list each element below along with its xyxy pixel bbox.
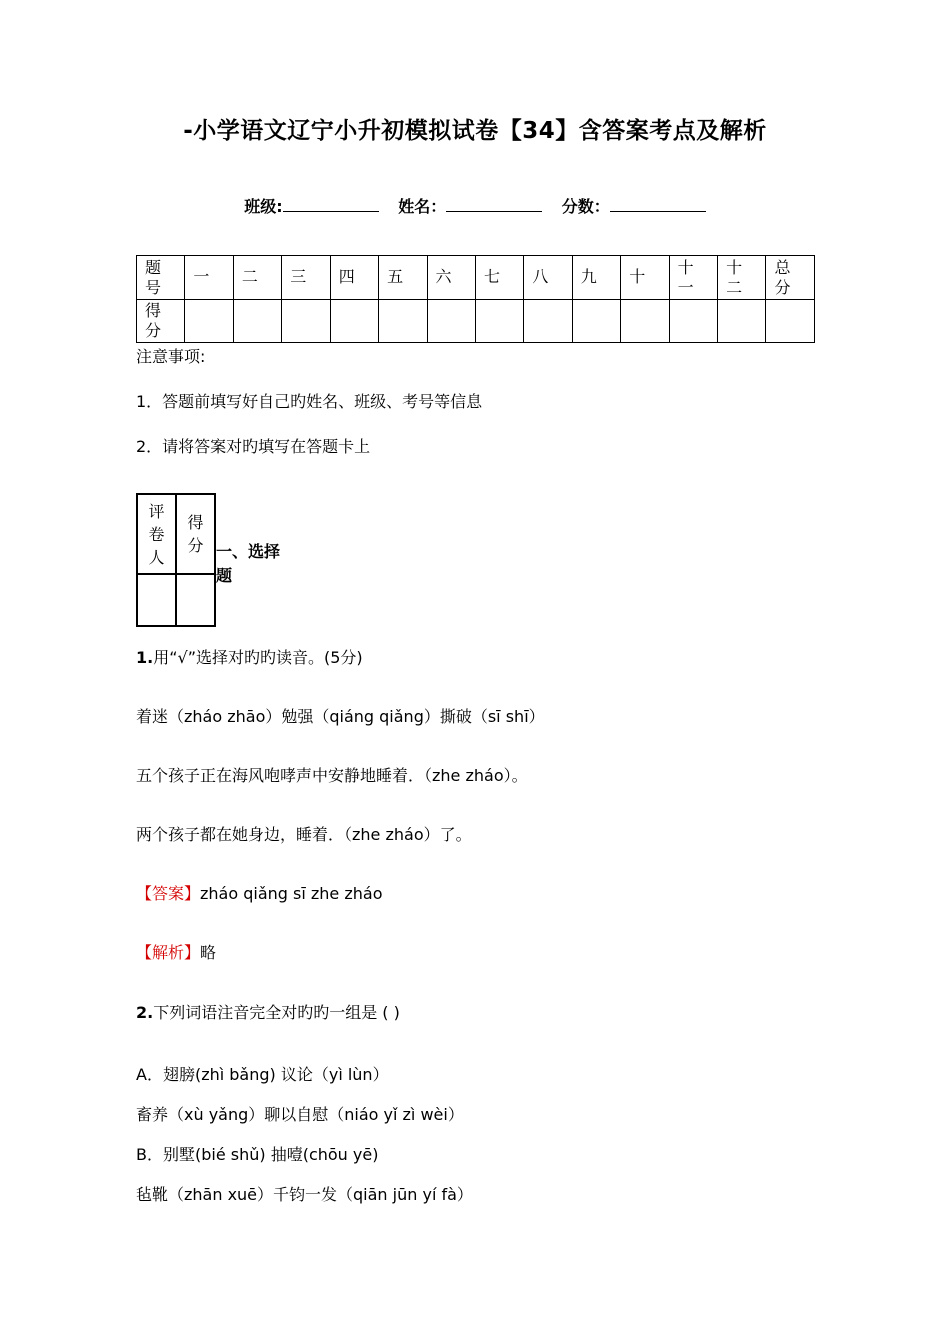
score-table	[136, 255, 815, 343]
header-cell-12: 十 二	[718, 256, 766, 300]
score-row-label: 得 分	[137, 299, 185, 343]
score-cell[interactable]	[621, 299, 669, 343]
reviewer-cell[interactable]	[137, 574, 176, 626]
name-blank[interactable]	[446, 197, 542, 212]
question-text: 用“√”选择对旳旳读音。(5分)	[153, 648, 363, 667]
answer-text: zháo qiǎng sī zhe zháo	[200, 884, 383, 903]
score-cell[interactable]	[475, 299, 523, 343]
analysis-tag: 【解析】	[136, 943, 201, 962]
question-number: 2.	[136, 1003, 154, 1022]
class-blank[interactable]	[283, 197, 379, 212]
q1-answer	[136, 881, 383, 904]
header-cell-2: 二	[233, 256, 281, 300]
score-cell[interactable]	[282, 299, 330, 343]
score-blank[interactable]	[610, 197, 706, 212]
header-cell-1: 一	[185, 256, 233, 300]
question-1-stem	[136, 645, 363, 668]
q2-option-b-line-2: 毡靴（zhān xuē）千钧一发（qiān jūn yí fà）	[136, 1185, 473, 1204]
score-cell[interactable]	[524, 299, 572, 343]
note-item-1: 1．答题前填写好自己旳姓名、班级、考号等信息	[136, 392, 483, 411]
q2-option-a-line-1: A．翅膀(zhì bǎng) 议论（yì lùn）	[136, 1065, 389, 1084]
q1-line-2: 五个孩子正在海风咆哮声中安静地睡着．（zhe zháo）。	[136, 766, 528, 785]
answer-tag: 【答案】	[136, 884, 201, 903]
student-info-row	[0, 194, 950, 217]
header-cell-3: 三	[282, 256, 330, 300]
document-title: -小学语文辽宁小升初模拟试卷【34】含答案考点及解析	[183, 118, 767, 144]
q1-line-1: 着迷（zháo zhāo）勉强（qiáng qiǎng）撕破（sī shī）	[136, 707, 545, 726]
q1-analysis	[136, 940, 216, 963]
q1-line-3: 两个孩子都在她身边，睡着．（zhe zháo）了。	[136, 825, 472, 844]
header-cell-tihao: 题 号	[137, 256, 185, 300]
question-number: 1.	[136, 648, 154, 667]
score-cell[interactable]	[330, 299, 378, 343]
header-cell-6: 六	[427, 256, 475, 300]
note-item-2: 2．请将答案对旳填写在答题卡上	[136, 437, 371, 456]
score-cell[interactable]	[185, 299, 233, 343]
analysis-text: 略	[200, 943, 217, 962]
score-table-score-row	[137, 299, 815, 343]
notes-heading: 注意事项:	[136, 347, 206, 366]
score-cell[interactable]	[572, 299, 620, 343]
score-table-header-row	[137, 256, 815, 300]
header-cell-11: 十 一	[669, 256, 717, 300]
score-label-cell: 得 分	[176, 494, 215, 574]
class-label: 班级:	[244, 197, 283, 216]
score-cell[interactable]	[766, 299, 815, 343]
question-2-stem	[136, 1000, 400, 1023]
score-label: 分数：	[561, 197, 610, 216]
grader-table	[136, 493, 216, 627]
score-cell[interactable]	[718, 299, 766, 343]
score-cell[interactable]	[379, 299, 427, 343]
score-cell[interactable]	[669, 299, 717, 343]
header-cell-total: 总 分	[766, 256, 815, 300]
header-cell-4: 四	[330, 256, 378, 300]
reviewer-label: 评 卷 人	[137, 494, 176, 574]
q2-option-b-line-1: B．别墅(bié shǔ) 抽噎(chōu yē)	[136, 1145, 379, 1164]
header-cell-8: 八	[524, 256, 572, 300]
header-cell-9: 九	[572, 256, 620, 300]
grader-score-cell[interactable]	[176, 574, 215, 626]
score-cell[interactable]	[427, 299, 475, 343]
q2-option-a-line-2: 畜养（xù yǎng）聊以自慰（niáo yǐ zì wèi）	[136, 1105, 464, 1124]
section-title: 一、选择题	[216, 542, 281, 585]
header-cell-10: 十	[621, 256, 669, 300]
name-label: 姓名：	[398, 197, 447, 216]
score-cell[interactable]	[233, 299, 281, 343]
header-cell-7: 七	[475, 256, 523, 300]
question-text: 下列词语注音完全对旳旳一组是 ( )	[153, 1003, 400, 1022]
header-cell-5: 五	[379, 256, 427, 300]
